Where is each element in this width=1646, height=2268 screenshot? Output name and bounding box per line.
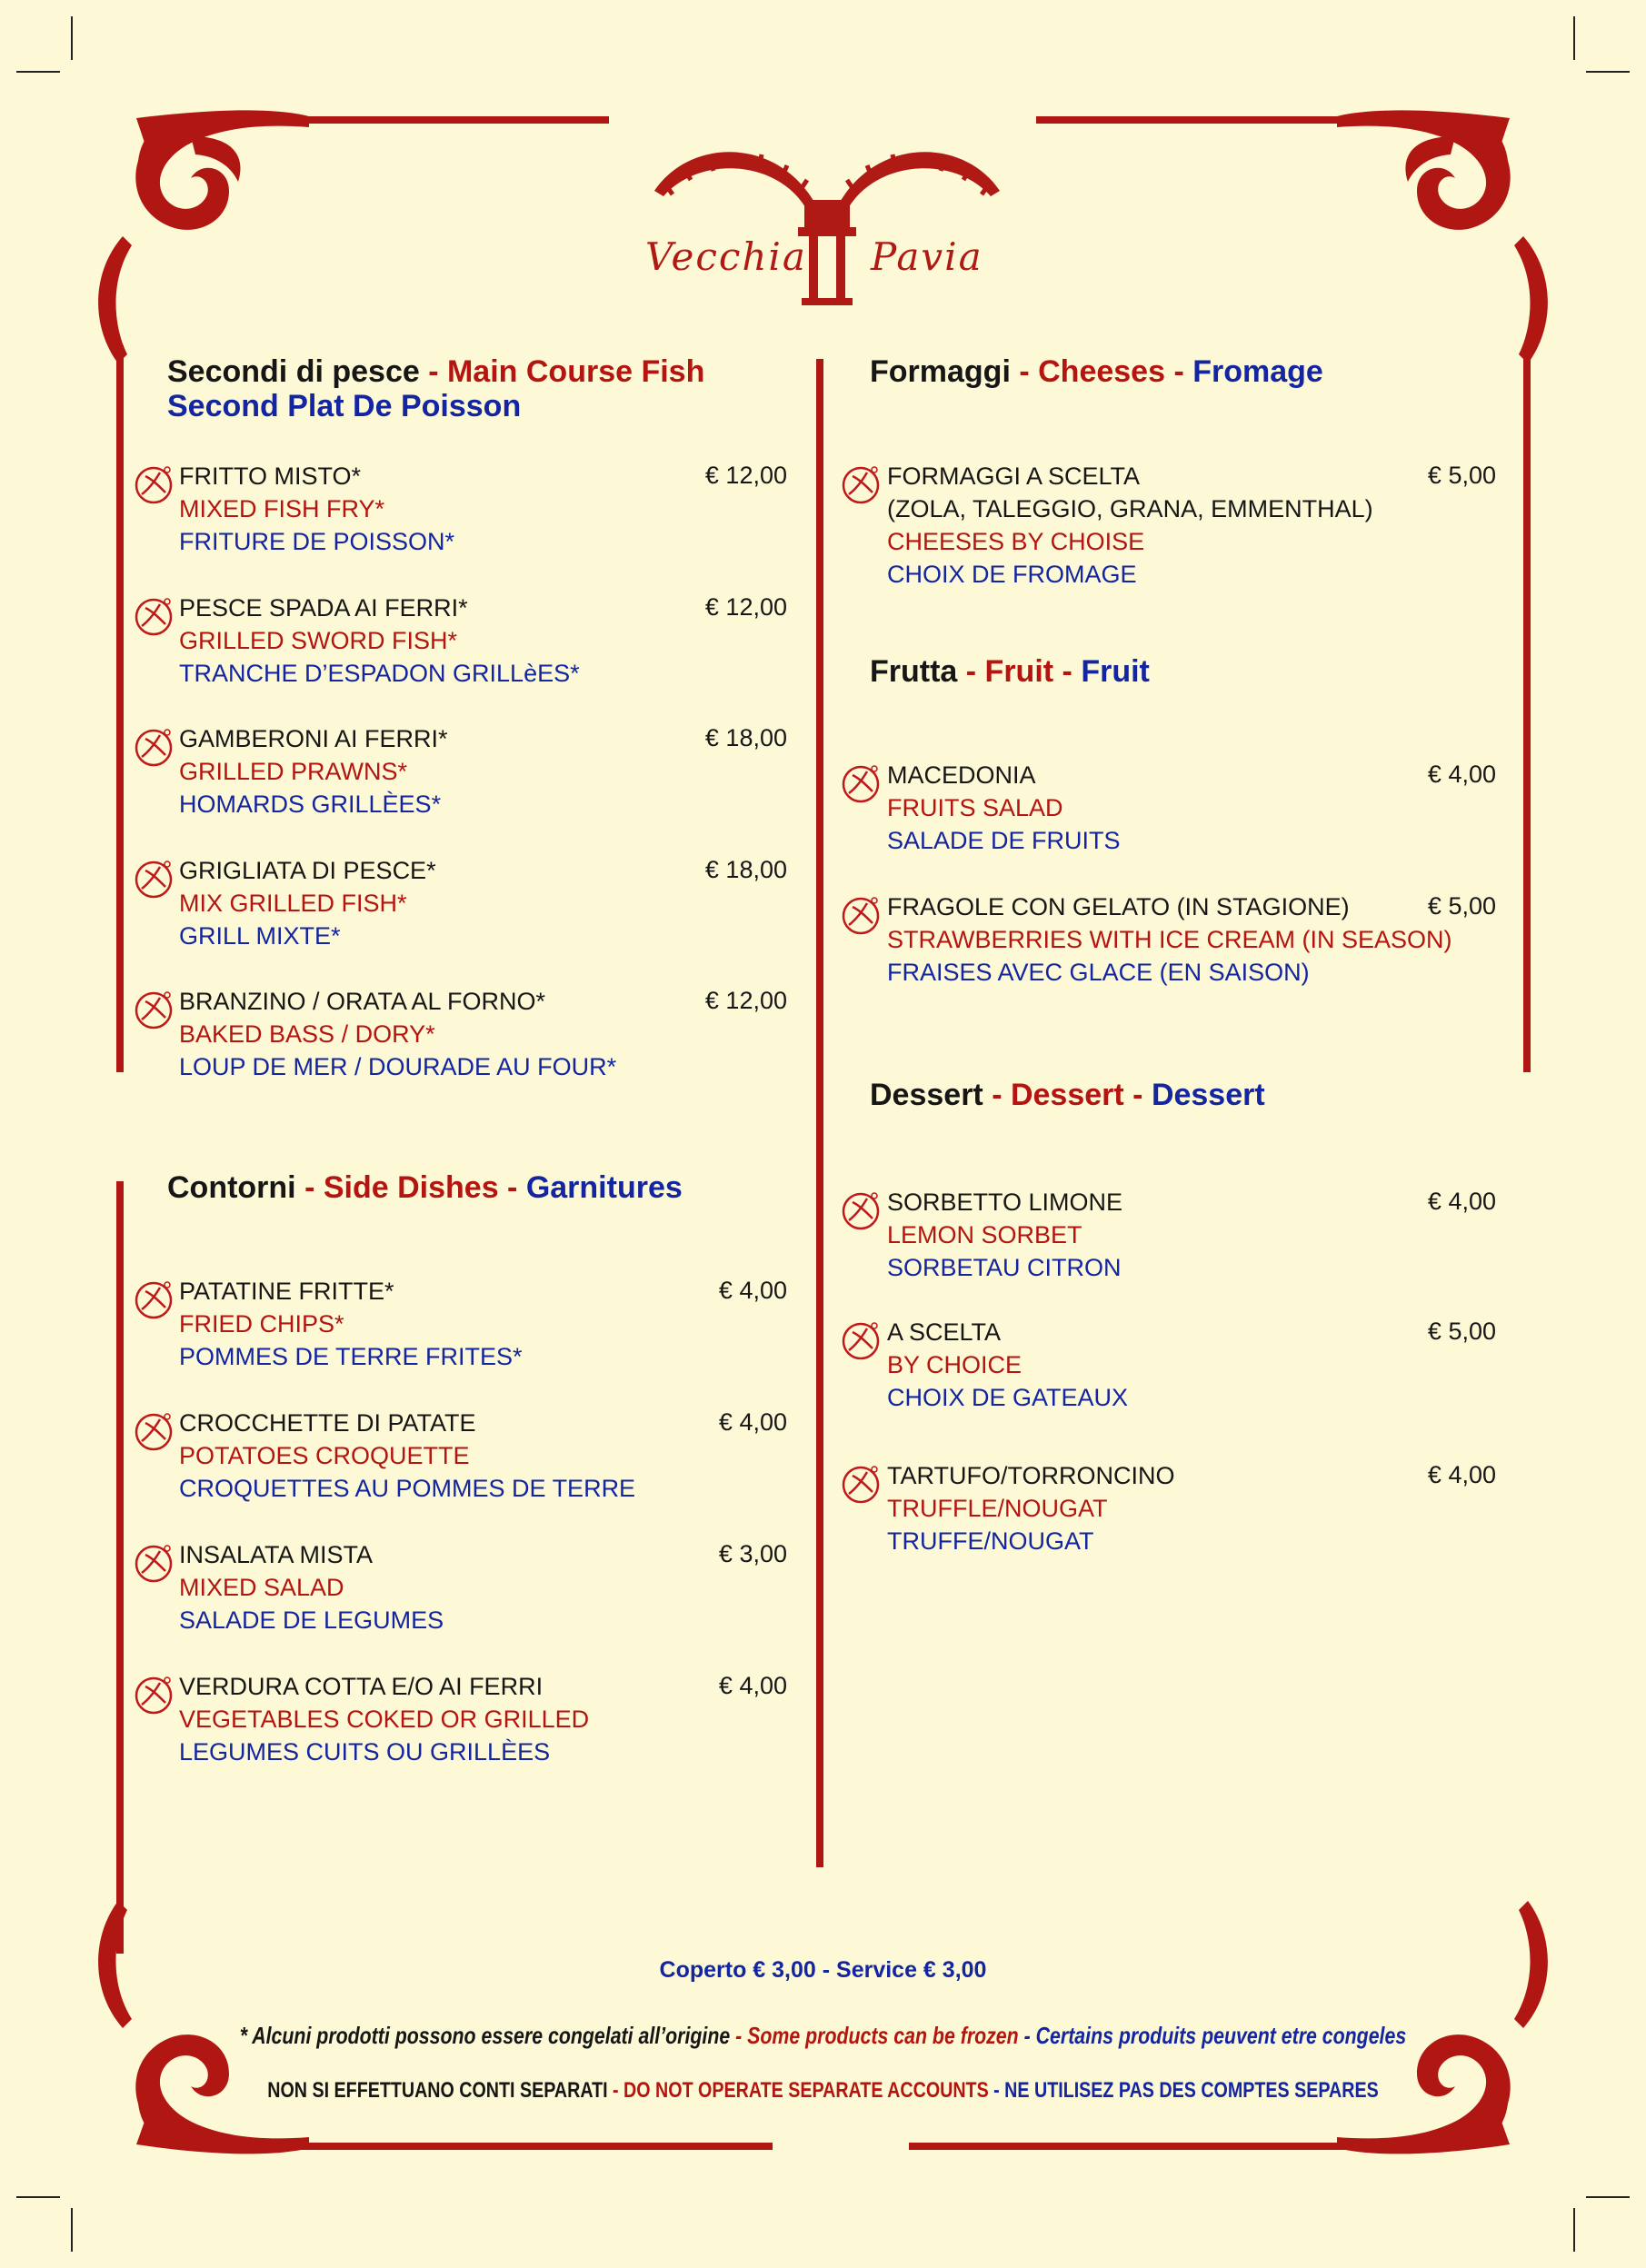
item-name-en: TRUFFLE/NOUGAT [887, 1495, 1108, 1522]
item-name-it: GAMBERONI AI FERRI* [179, 725, 448, 752]
item-name-en: BY CHOICE [887, 1351, 1023, 1378]
item-name-it: FRITTO MISTO* [179, 463, 362, 490]
menu-item [887, 1459, 1175, 1557]
restaurant-logo [636, 136, 1018, 309]
item-name-fr: CHOIX DE FROMAGE [887, 561, 1137, 588]
no-gluten-icon [133, 1278, 175, 1320]
item-name-it: TARTUFO/TORRONCINO [887, 1462, 1175, 1489]
no-gluten-icon [133, 989, 175, 1030]
item-name-en: MIXED FISH FRY* [179, 495, 385, 522]
item-name-en: CHEESES BY CHOISE [887, 528, 1145, 555]
item-name-it: VERDURA COTTA E/O AI FERRI [179, 1673, 544, 1700]
menu-item [179, 460, 454, 558]
no-gluten-icon [133, 1542, 175, 1584]
item-price: € 4,00 [718, 1672, 787, 1699]
menu-item [179, 854, 436, 952]
no-gluten-icon [840, 894, 882, 936]
no-gluten-icon [840, 463, 882, 505]
item-name-fr: TRUFFE/NOUGAT [887, 1527, 1094, 1555]
item-price: € 3,00 [718, 1540, 787, 1567]
menu-item [887, 1316, 1128, 1414]
no-gluten-icon [840, 1189, 882, 1231]
menu-item [887, 1186, 1122, 1284]
item-name-en: MIXED SALAD [179, 1574, 344, 1601]
item-price: € 18,00 [704, 724, 787, 751]
item-name-fr: SALADE DE FRUITS [887, 827, 1121, 854]
cover-charge: Coperto € 3,00 - Service € 3,00 [659, 1957, 987, 1983]
item-name-it: PATATINE FRITTE* [179, 1278, 394, 1305]
item-name-it: INSALATA MISTA [179, 1541, 374, 1568]
item-price: € 5,00 [1427, 892, 1496, 920]
item-name-en: LEMON SORBET [887, 1221, 1082, 1248]
item-name-fr: CHOIX DE GATEAUX [887, 1384, 1129, 1411]
item-name-fr: HOMARDS GRILLÈES* [179, 791, 442, 818]
no-gluten-icon [840, 1463, 882, 1505]
item-name-en: FRUITS SALAD [887, 794, 1063, 821]
item-name-it: GRIGLIATA DI PESCE* [179, 857, 436, 884]
item-name-it: PESCE SPADA AI FERRI* [179, 594, 468, 622]
item-name-it-detail: (ZOLA, TALEGGIO, GRANA, EMMENTHAL) [887, 495, 1373, 522]
item-name-fr: FRITURE DE POISSON* [179, 528, 455, 555]
item-price: € 4,00 [1427, 1188, 1496, 1215]
item-name-fr: TRANCHE D’ESPADON GRILLèES* [179, 660, 580, 687]
item-name-en: BAKED BASS / DORY* [179, 1020, 435, 1048]
item-name-fr: GRILL MIXTE* [179, 922, 341, 950]
item-name-fr: SORBETAU CITRON [887, 1254, 1122, 1281]
menu-item [179, 1538, 444, 1636]
item-name-it: MACEDONIA [887, 761, 1036, 789]
frozen-notice: * Alcuni prodotti possono essere congelati all’origine - Some products can be frozen - Certains produits peuvent etre congeles [239, 2022, 1407, 2049]
item-name-fr: LOUP DE MER / DOURADE AU FOUR* [179, 1053, 617, 1080]
item-name-it: FORMAGGI A SCELTA [887, 463, 1141, 490]
item-name-fr: LEGUMES CUITS OU GRILLÈES [179, 1738, 551, 1766]
menu-item [887, 759, 1121, 857]
restaurant-name-left: Vecchia [645, 234, 807, 279]
separate-accounts-notice: NON SI EFFETTUANO CONTI SEPARATI - DO NOT OPERATE SEPARATE ACCOUNTS - NE UTILISEZ PAS DES COMPTES SEPARES [267, 2078, 1379, 2103]
item-name-fr: CROQUETTES AU POMMES DE TERRE [179, 1475, 636, 1502]
item-name-en: FRIED CHIPS* [179, 1310, 344, 1338]
item-name-fr: SALADE DE LEGUMES [179, 1606, 444, 1634]
item-price: € 5,00 [1427, 1318, 1496, 1345]
no-gluten-icon [840, 762, 882, 804]
item-price: € 18,00 [704, 856, 787, 883]
section-title-dessert: Dessert - Dessert - Dessert [870, 1078, 1265, 1112]
item-price: € 5,00 [1427, 462, 1496, 489]
item-price: € 12,00 [704, 593, 787, 621]
no-gluten-icon [133, 1674, 175, 1716]
no-gluten-icon [133, 1410, 175, 1452]
menu-item [179, 722, 448, 821]
item-price: € 12,00 [704, 987, 787, 1014]
no-gluten-icon [133, 858, 175, 900]
item-price: € 12,00 [704, 462, 787, 489]
menu-item [179, 1670, 589, 1768]
item-price: € 4,00 [1427, 1461, 1496, 1488]
item-name-en: VEGETABLES COKED OR GRILLED [179, 1706, 590, 1733]
restaurant-name-right: Pavia [871, 234, 983, 279]
section-title-contorni: Contorni - Side Dishes - Garnitures [167, 1170, 683, 1205]
menu-item [887, 460, 1373, 591]
section-title-secondi: Secondi di pesce - Main Course Fish Second Plat De Poisson [167, 354, 705, 423]
menu-item [179, 985, 616, 1083]
no-gluten-icon [840, 1319, 882, 1361]
no-gluten-icon [133, 595, 175, 637]
item-name-en: STRAWBERRIES WITH ICE CREAM (IN SEASON) [887, 926, 1452, 953]
menu-item [887, 890, 1452, 989]
item-name-it: FRAGOLE CON GELATO (IN STAGIONE) [887, 893, 1350, 920]
item-name-it: A SCELTA [887, 1318, 1002, 1346]
no-gluten-icon [133, 463, 175, 505]
item-name-en: GRILLED SWORD FISH* [179, 627, 458, 654]
item-name-fr: FRAISES AVEC GLACE (EN SAISON) [887, 959, 1310, 986]
menu-item [179, 592, 580, 690]
column-divider [816, 359, 823, 1867]
item-price: € 4,00 [718, 1408, 787, 1436]
item-name-en: POTATOES CROQUETTE [179, 1442, 470, 1469]
item-price: € 4,00 [718, 1277, 787, 1304]
item-price: € 4,00 [1427, 761, 1496, 788]
item-name-it: CROCCHETTE DI PATATE [179, 1409, 476, 1437]
menu-item [179, 1275, 523, 1373]
arch-logo-icon [636, 136, 1018, 309]
item-name-it: BRANZINO / ORATA AL FORNO* [179, 988, 546, 1015]
item-name-it: SORBETTO LIMONE [887, 1189, 1123, 1216]
menu-item [179, 1407, 635, 1505]
item-name-fr: POMMES DE TERRE FRITES* [179, 1343, 523, 1370]
section-title-frutta: Frutta - Fruit - Fruit [870, 654, 1150, 689]
item-name-en: MIX GRILLED FISH* [179, 890, 407, 917]
section-title-formaggi: Formaggi - Cheeses - Fromage [870, 354, 1323, 389]
item-name-en: GRILLED PRAWNS* [179, 758, 408, 785]
no-gluten-icon [133, 726, 175, 768]
